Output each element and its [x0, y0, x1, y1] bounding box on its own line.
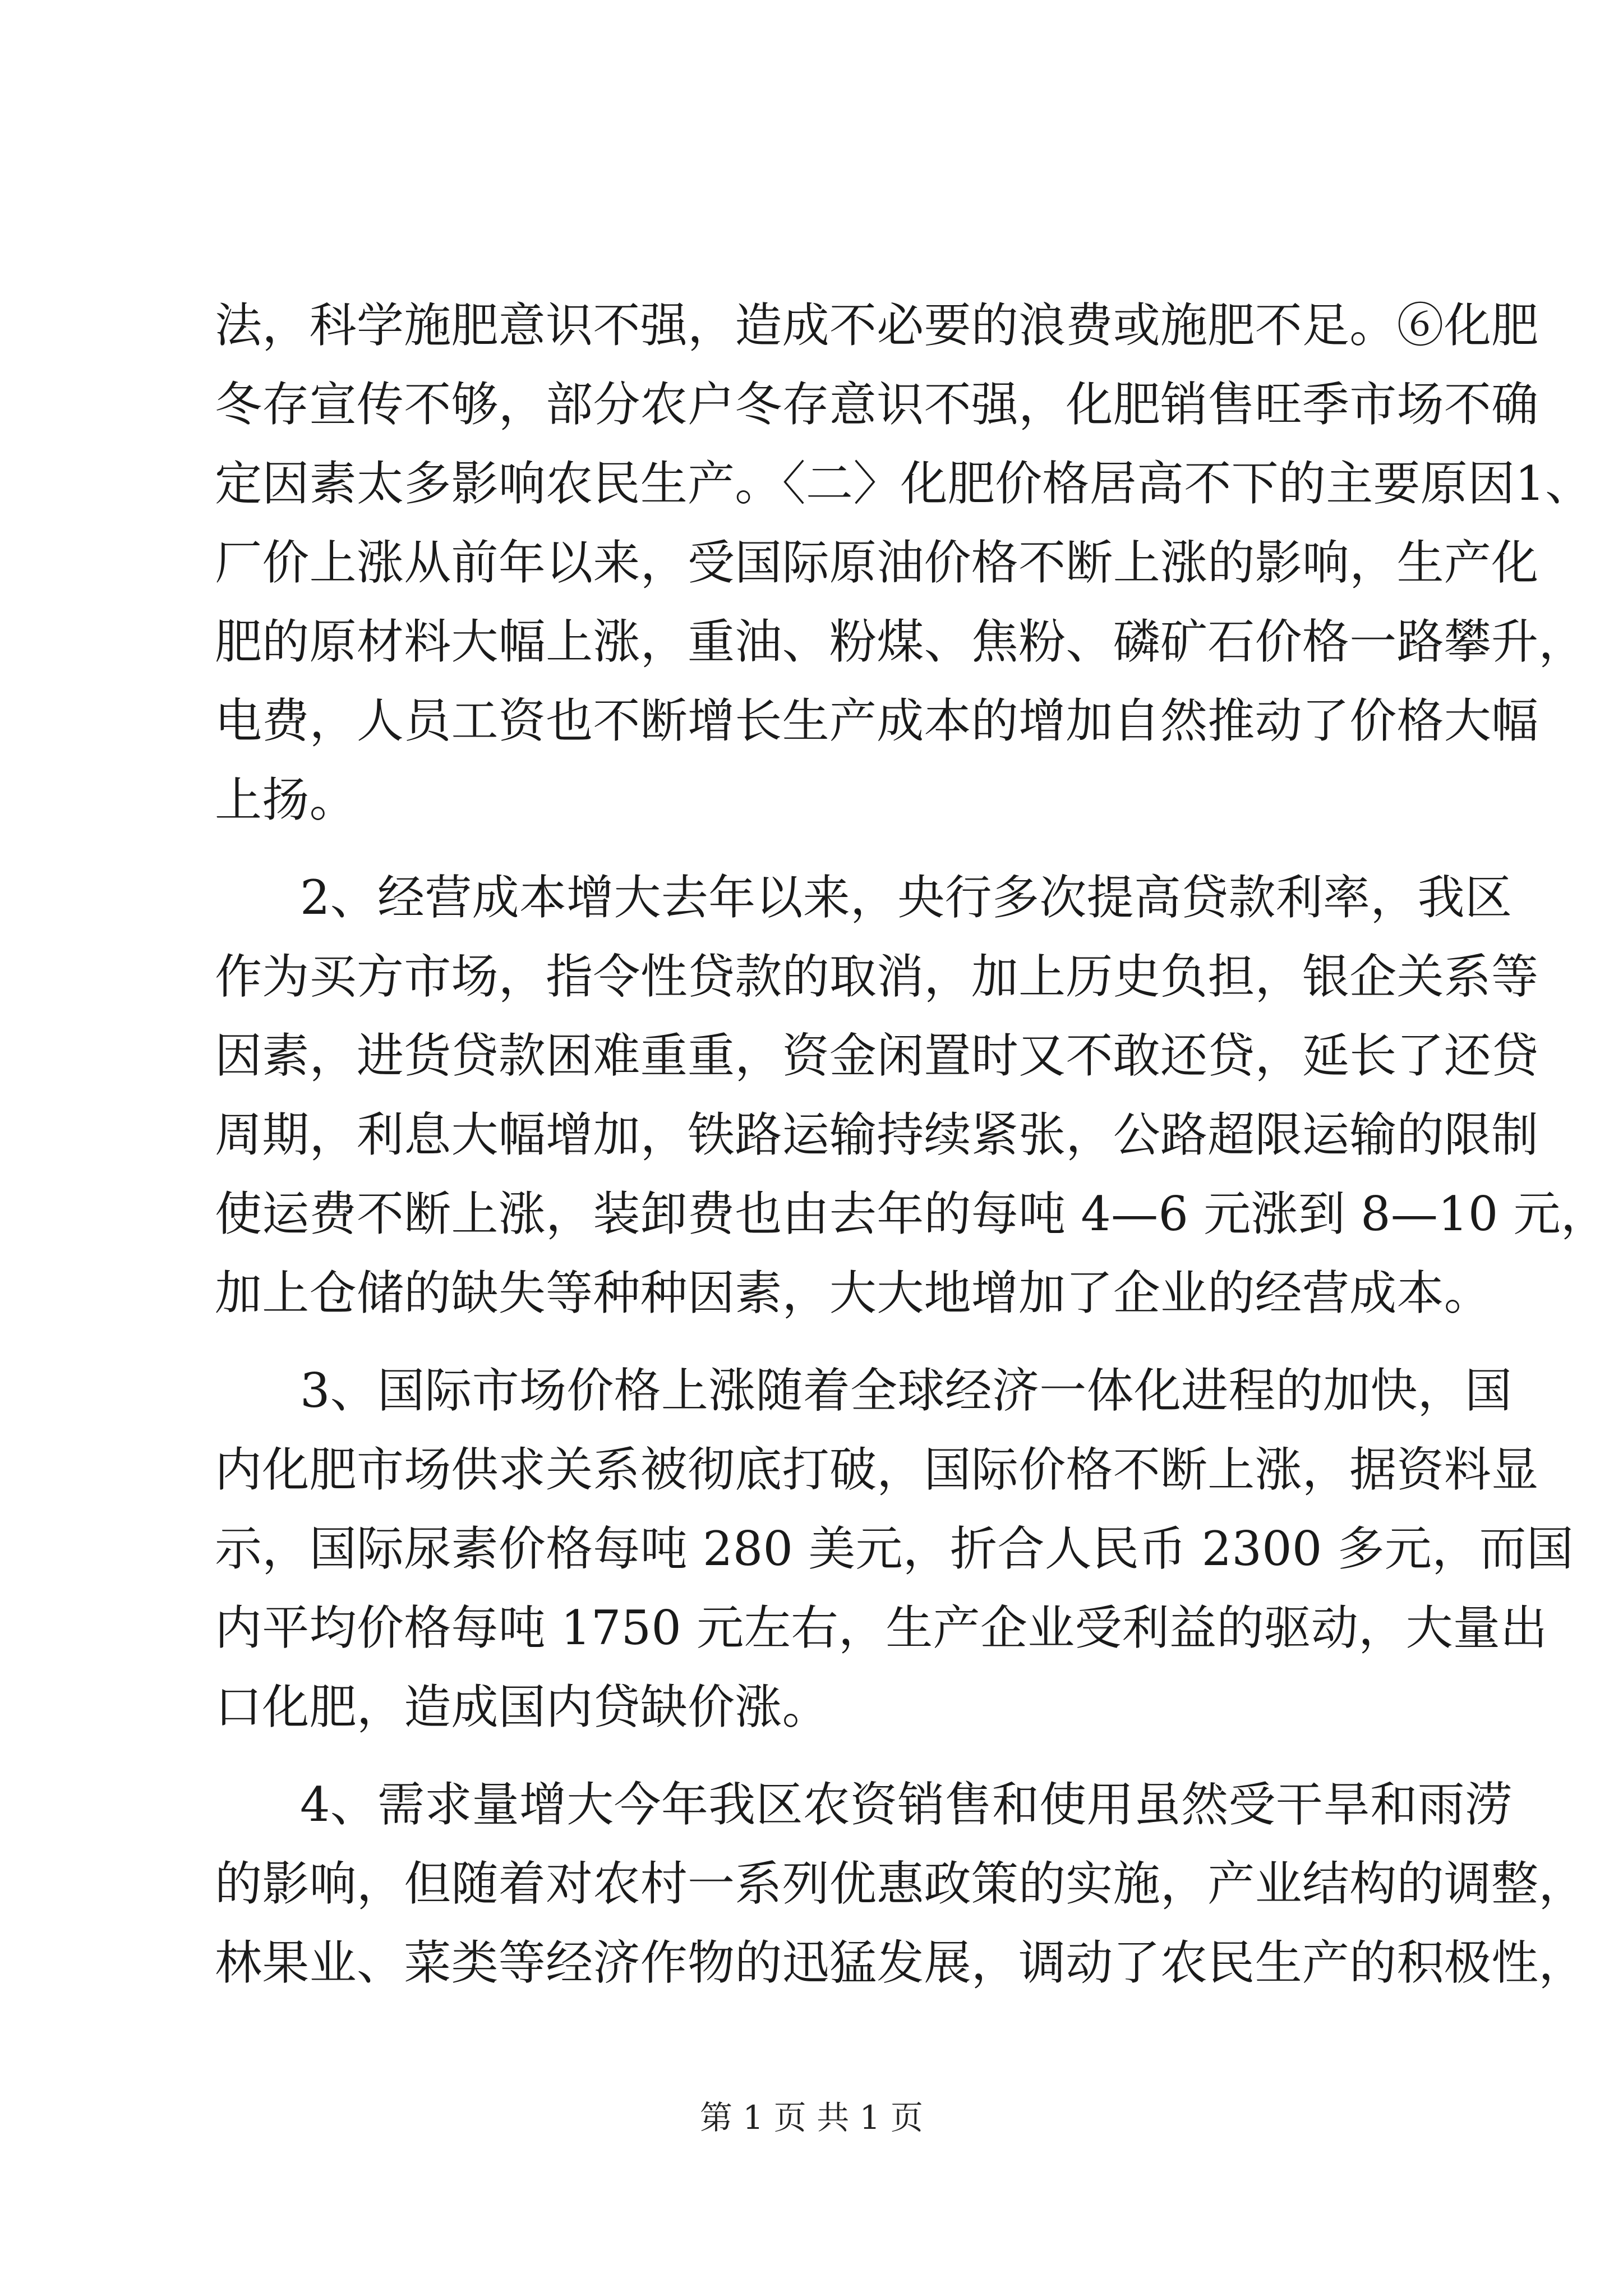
paragraph-3-line-5: 口化肥，造成国内贷缺价涨。: [215, 1680, 829, 1734]
paragraph-2-line-4: 周期，利息大幅增加，铁路运输持续紧张，公路超限运输的限制: [215, 1107, 1539, 1162]
paragraph-2-line-6: 加上仓储的缺失等种种因素，大大地增加了企业的经营成本。: [215, 1266, 1492, 1320]
text-line-1: 法，科学施肥意识不强，造成不必要的浪费或施肥不足。⑥化肥: [215, 298, 1539, 353]
text-line-5: 肥的原材料大幅上涨，重油、粉煤、焦粉、磷矿石价格一路攀升，: [215, 614, 1586, 669]
text-line-3: 定因素太多影响农民生产。〈二〉化肥价格居高不下的主要原因1、: [215, 456, 1593, 511]
text-line-4: 厂价上涨从前年以来，受国际原油价格不断上涨的影响，生产化: [215, 535, 1539, 590]
page-footer: 第 1 页 共 1 页: [700, 2099, 923, 2137]
paragraph-2-line-3: 因素，进货贷款困难重重，资金闲置时又不敢还贷，延长了还贷: [215, 1028, 1539, 1083]
text-line-7: 上扬。: [215, 772, 357, 827]
paragraph-3-line-4: 内平均价格每吨 1750 元左右，生产企业受利益的驱动，大量出: [215, 1600, 1548, 1655]
text-line-6: 电费，人员工资也不断增长生产成本的增加自然推动了价格大幅: [215, 693, 1539, 748]
text-line-2: 冬存宣传不够，部分农户冬存意识不强，化肥销售旺季市场不确: [215, 377, 1539, 432]
paragraph-4-line-3: 林果业、菜类等经济作物的迅猛发展，调动了农民生产的积极性，: [215, 1935, 1586, 1990]
paragraph-4-line-1: 4、需求量增大今年我区农资销售和使用虽然受干旱和雨涝: [300, 1777, 1513, 1832]
paragraph-2-line-1: 2、经营成本增大去年以来，央行多次提高贷款利率，我区: [300, 870, 1513, 925]
paragraph-3-line-2: 内化肥市场供求关系被彻底打破，国际价格不断上涨，据资料显: [215, 1442, 1539, 1497]
paragraph-2-line-5: 使运费不断上涨，装卸费也由去年的每吨 4—6 元涨到 8—10 元，: [215, 1186, 1608, 1241]
paragraph-2-line-2: 作为买方市场，指令性贷款的取消，加上历史负担，银企关系等: [215, 949, 1539, 1004]
paragraph-3-line-3: 示，国际尿素价格每吨 280 美元，折合人民币 2300 多元，而国: [215, 1521, 1574, 1576]
paragraph-3-line-1: 3、国际市场价格上涨随着全球经济一体化进程的加快，国: [300, 1363, 1513, 1418]
paragraph-4-line-2: 的影响，但随着对农村一系列优惠政策的实施，产业结构的调整，: [215, 1856, 1586, 1911]
